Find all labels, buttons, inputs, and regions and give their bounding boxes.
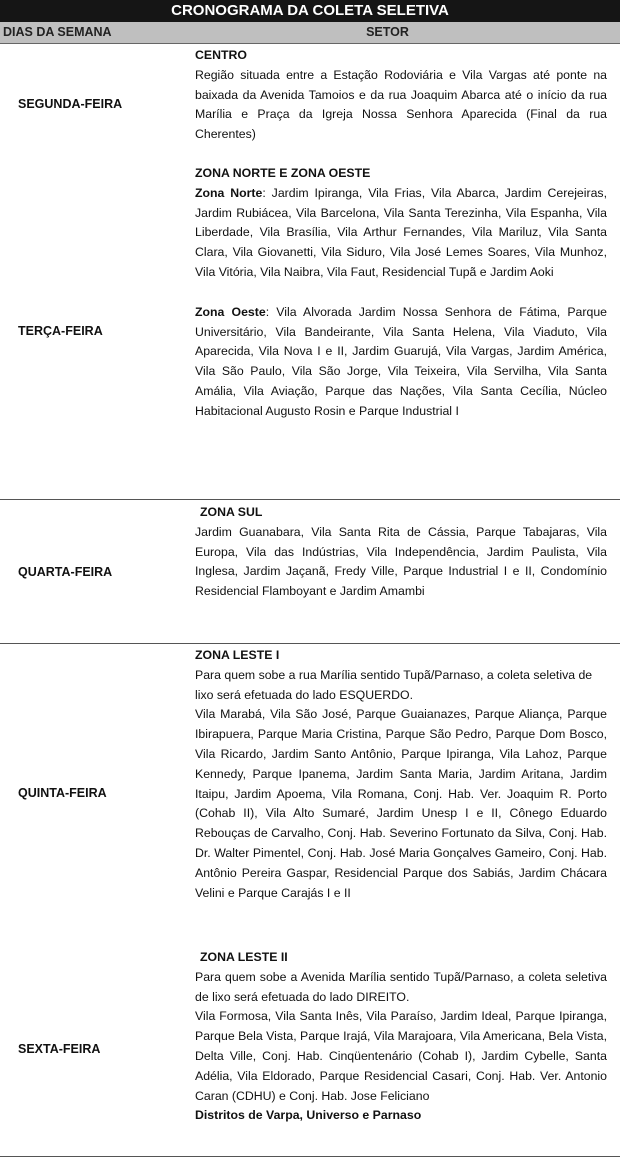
day-thursday: QUINTA-FEIRA [18, 786, 107, 800]
row-tuesday [0, 163, 620, 499]
header-days: DIAS DA SEMANA [3, 25, 112, 39]
zone-norte-oeste: ZONA NORTE E ZONA OESTE [195, 166, 371, 180]
north-block [195, 184, 607, 283]
sector-monday [195, 44, 607, 163]
table-header [0, 22, 620, 44]
friday-districts: Distritos de Varpa, Universo e Parnaso [195, 1108, 422, 1123]
zone-sul: ZONA SUL [200, 505, 263, 519]
north-text: : Jardim Ipiranga, Vila Frias, Vila Abarca, Jardim Cerejeiras, Jardim Rubiácea, Vila Barcelona, Vila Santa Terezinha, Vila Espanha, Vila Liberdade, Vila Brasília, Vila Arthur Fernandes, Vila Mariluz, Vila Santa Clara, Vila Giovanetti, Vila Siduro, Vila José Lemes Soares, Vila Munhoz, Vila Vitória, Vila Naibra, Vila Faut, Residencial Tupã e Jardim Aoki [195, 185, 607, 279]
row-friday [0, 942, 620, 1156]
row-wednesday [0, 500, 620, 644]
west-label: Zona Oeste [195, 304, 266, 319]
row-thursday [0, 644, 620, 942]
wednesday-text: Jardim Guanabara, Vila Santa Rita de Cássia, Parque Tabajaras, Vila Europa, Vila das Indústrias, Vila Independência, Jardim Paulista, Vila Inglesa, Jardim Jaçanã, Fredy Ville, Parque Industrial I e II, Condomínio Residencial Flamboyant e Jardim Amambi [195, 524, 607, 599]
day-friday: SEXTA-FEIRA [18, 1042, 101, 1056]
zone-leste-2: ZONA LESTE II [200, 950, 288, 964]
table-row-thu-fri [0, 644, 620, 1157]
friday-note: Para quem sobe a Avenida Marília sentido Tupã/Parnaso, a coleta seletiva de lixo será efetuada do lado DIREITO. [195, 969, 607, 1004]
sector-tuesday [195, 163, 607, 499]
thursday-text: Vila Marabá, Vila São José, Parque Guaianazes, Parque Aliança, Parque Ibirapuera, Parque Maria Cristina, Parque São Pedro, Parque Dom Bosco, Vila Ricardo, Jardim Santo Antônio, Parque Ipiranga, Vila Lahoz, Parque Kennedy, Parque Ipanema, Jardim Santa Maria, Jardim Aritana, Jardim Itaipu, Jardim Apoema, Vila Romana, Conj. Hab. Ver. Joaquim R. Porto (Cohab II), Vila Alto Sumaré, Jardim Unesp I e II, Cônego Eduardo Rebouças de Carvalho, Conj. Hab. Severino Fortunato da Silva, Conj. Hab. Dr. Walter Pimentel, Conj. Hab. José Maria Gonçalves Gameiro, Conj. Hab. Antônio Pereira Gaspar, Residencial Parque dos Sabiás, Jardim Chácara Velini e Parque Carajás I e II [195, 707, 607, 900]
west-block [195, 303, 607, 422]
table-row-mon-tue [0, 44, 620, 500]
west-text: : Vila Alvorada Jardim Nossa Senhora de Fátima, Parque Universitário, Vila Bandeirante, Vila Santa Helena, Vila Viaduto, Vila Aparecida, Vila Nova I e II, Jardim Guarujá, Vila Vargas, Jardim América, Vila São Paulo, Vila São Jorge, Vila Teixeira, Vila Servilha, Vila Santa Amália, Vila Aviação, Parque das Nações, Vila Santa Cecília, Núcleo Habitacional Augusto Rosin e Parque Industrial I [195, 304, 607, 418]
zone-centro: CENTRO [195, 48, 247, 62]
day-tuesday: TERÇA-FEIRA [18, 324, 103, 338]
page-title: CRONOGRAMA DA COLETA SELETIVA [0, 0, 620, 22]
monday-text: Região situada entre a Estação Rodoviária e Vila Vargas até ponte na baixada da Avenida Tamoios e da rua Joaquim Abarca até o início da rua Marília e Praça da Igreja Nossa Senhora Aparecida (Final da rua Cherentes) [195, 67, 607, 142]
friday-text: Vila Formosa, Vila Santa Inês, Vila Paraíso, Jardim Ideal, Parque Ipiranga, Parque Bela Vista, Parque Irajá, Vila Marajoara, Vila Americana, Bela Vista, Delta Ville, Conj. Hab. Cinqüentenário (Cohab I), Jardim Cybelle, Santa Adélia, Vila Eldorado, Parque Residencial Casari, Conj. Hab. Ver. Antonio Caran (CDHU) e Conj. Hab. Jose Feliciano [195, 1009, 607, 1103]
sector-wednesday [195, 500, 607, 643]
day-monday: SEGUNDA-FEIRA [18, 96, 123, 111]
north-label: Zona Norte [195, 185, 263, 200]
day-wednesday: QUARTA-FEIRA [18, 564, 113, 579]
thursday-note: Para quem sobe a rua Marília sentido Tupã/Parnaso, a coleta seletiva de lixo será efetuada do lado ESQUERDO. [195, 667, 593, 702]
spacer [195, 283, 607, 303]
sector-friday [195, 942, 607, 1156]
zone-leste-1: ZONA LESTE I [195, 648, 280, 662]
row-monday [0, 44, 620, 163]
sector-thursday [195, 644, 607, 942]
header-sector: SETOR [366, 25, 409, 39]
